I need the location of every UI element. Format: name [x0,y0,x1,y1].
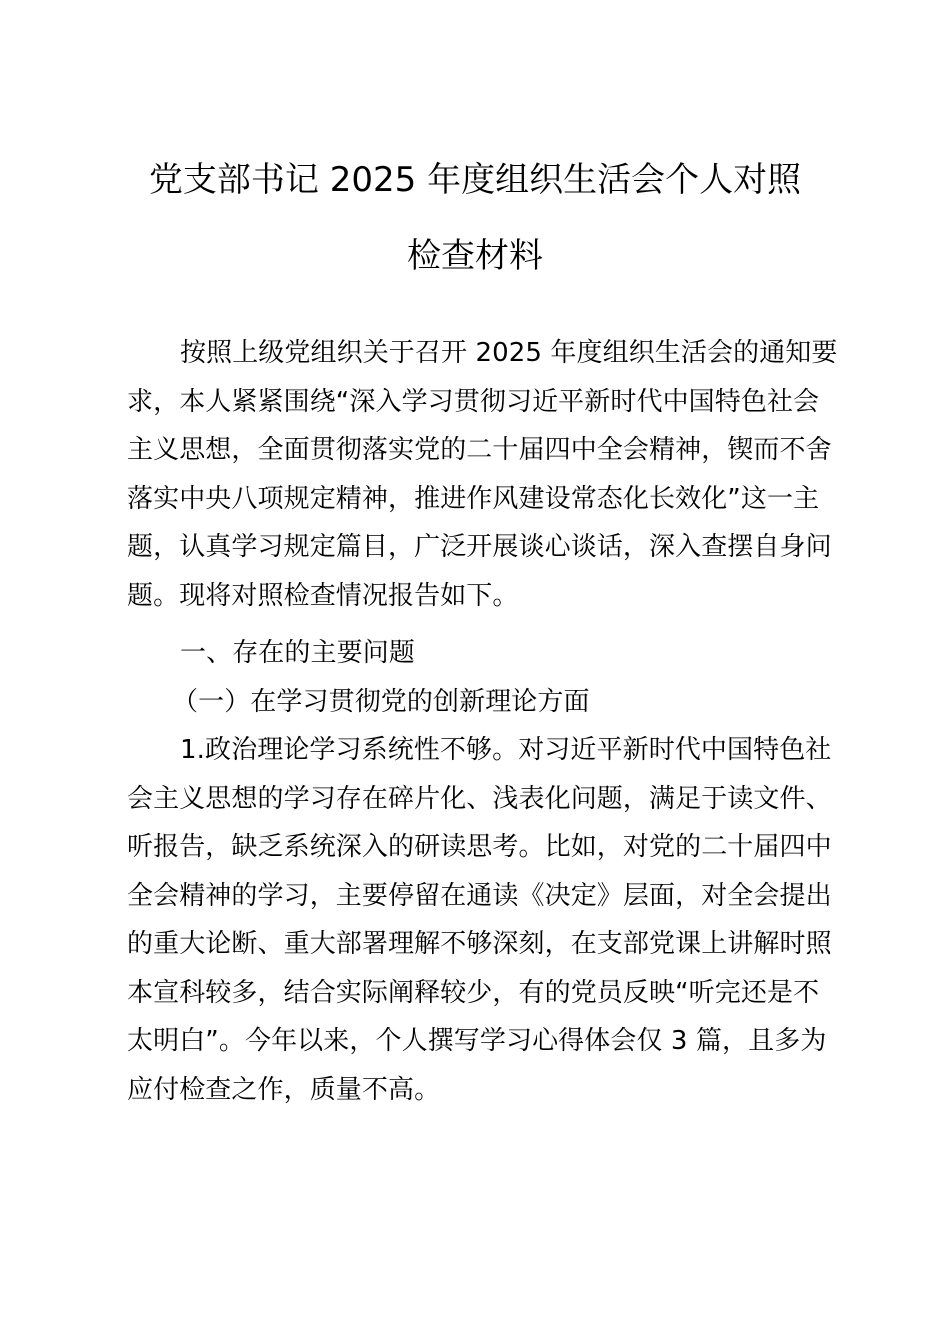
intro-line-5: 题，认真学习规定篇目，广泛开展谈心谈话，深入查摆自身问 [127,532,832,562]
item1-line-6: 本宣科较多，结合实际阐释较少，有的党员反映“听完还是不 [127,978,820,1008]
item1-line-1: 1.政治理论学习系统性不够。对习近平新时代中国特色社 [180,735,832,765]
subsection-heading: （一）在学习贯彻党的创新理论方面 [172,687,590,717]
item1-line-7: 太明白”。今年以来，个人撰写学习心得体会仅 3 篇，且多为 [127,1026,827,1056]
document-title-line-2: 检查材料 [407,236,543,276]
item1-line-5: 的重大论断、重大部署理解不够深刻，在支部党课上讲解时照 [127,929,832,959]
intro-line-3: 主义思想，全面贯彻落实党的二十届四中全会精神，锲而不舍 [127,435,832,465]
item1-line-8: 应付检查之作，质量不高。 [127,1075,441,1105]
item1-line-2: 会主义思想的学习存在碎片化、浅表化问题，满足于读文件、 [127,784,832,814]
intro-line-1: 按照上级党组织关于召开 2025 年度组织生活会的通知要 [180,338,838,368]
section-heading: 一、存在的主要问题 [180,638,415,668]
item1-line-4: 全会精神的学习，主要停留在通读《决定》层面，对全会提出 [127,881,832,911]
document-title-line-1: 党支部书记 2025 年度组织生活会个人对照 [148,160,802,200]
intro-line-2: 求，本人紧紧围绕“深入学习贯彻习近平新时代中国特色社会 [127,387,820,417]
intro-line-4: 落实中央八项规定精神，推进作风建设常态化长效化”这一主 [127,484,820,514]
intro-line-6: 题。现将对照检查情况报告如下。 [127,581,519,611]
item1-line-3: 听报告，缺乏系统深入的研读思考。比如，对党的二十届四中 [127,832,832,862]
